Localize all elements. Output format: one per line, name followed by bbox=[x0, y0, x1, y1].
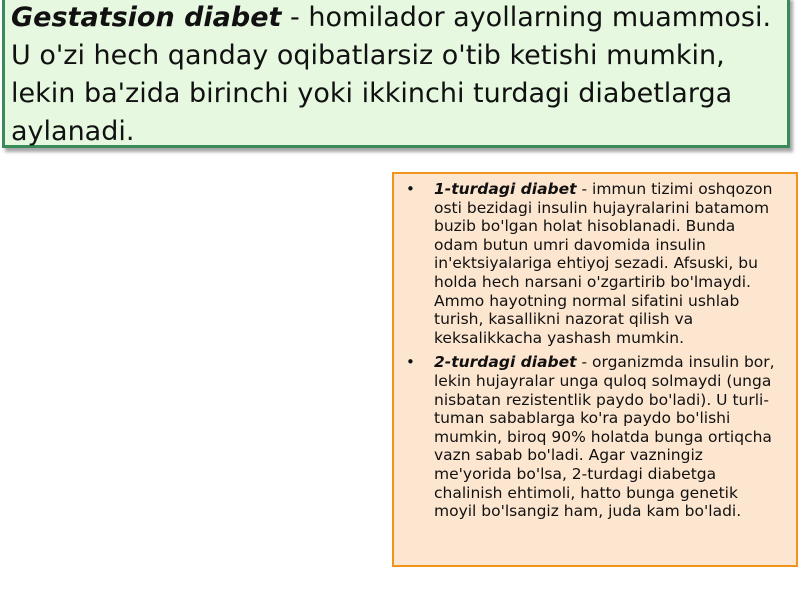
intro-paragraph bbox=[11, 0, 781, 151]
intro-text: - homilador ayollarning muammosi. U o'zi hech qanday oqibatlarsiz o'tib ketishi mumkin, lekin ba'zida birinchi yoki ikkinchi turdagi diabetlarga aylanadi. bbox=[11, 2, 772, 147]
intro-term: Gestatsion diabet bbox=[11, 2, 282, 33]
bullet-icon: • bbox=[406, 180, 415, 198]
list-item-type-2 bbox=[406, 353, 778, 521]
bullet-icon: • bbox=[406, 353, 415, 372]
type-2-term: 2-turdagi diabet bbox=[434, 353, 577, 372]
type-1-term: 1-turdagi diabet bbox=[434, 180, 577, 198]
list-item-type-1 bbox=[406, 180, 778, 347]
diabetes-types-list bbox=[404, 180, 778, 521]
gestational-diabetes-box bbox=[2, 0, 790, 148]
type-1-text: - immun tizimi oshqozon osti bezidagi insulin hujayralarini batamom buzib bo'lgan holat hisoblanadi. Bunda odam butun umri davomida insulin in'ektsiyalariga ehtiyoj sezadi. Afsuski, bu holda hech narsani o'zgartirib bo'lmaydi. Ammo hayotning normal sifatini ushlab turish, kasallikni nazorat qilish va keksalikkacha yashash mumkin. bbox=[434, 180, 773, 347]
diabetes-types-box bbox=[392, 172, 798, 567]
type-2-text: - organizmda insulin bor, lekin hujayralar unga quloq solmaydi (unga nisbatan rezistentlik paydo bo'ladi). U turli-tuman sabablarga ko'ra paydo bo'lishi mumkin, biroq 90% holatda bunga ortiqcha vazn sabab bo'ladi. Agar vazningiz me'yorida bo'lsa, 2-turdagi diabetga chalinish ehtimoli, hatto bunga genetik moyil bo'lsangiz ham, juda kam bo'ladi. bbox=[434, 353, 775, 521]
